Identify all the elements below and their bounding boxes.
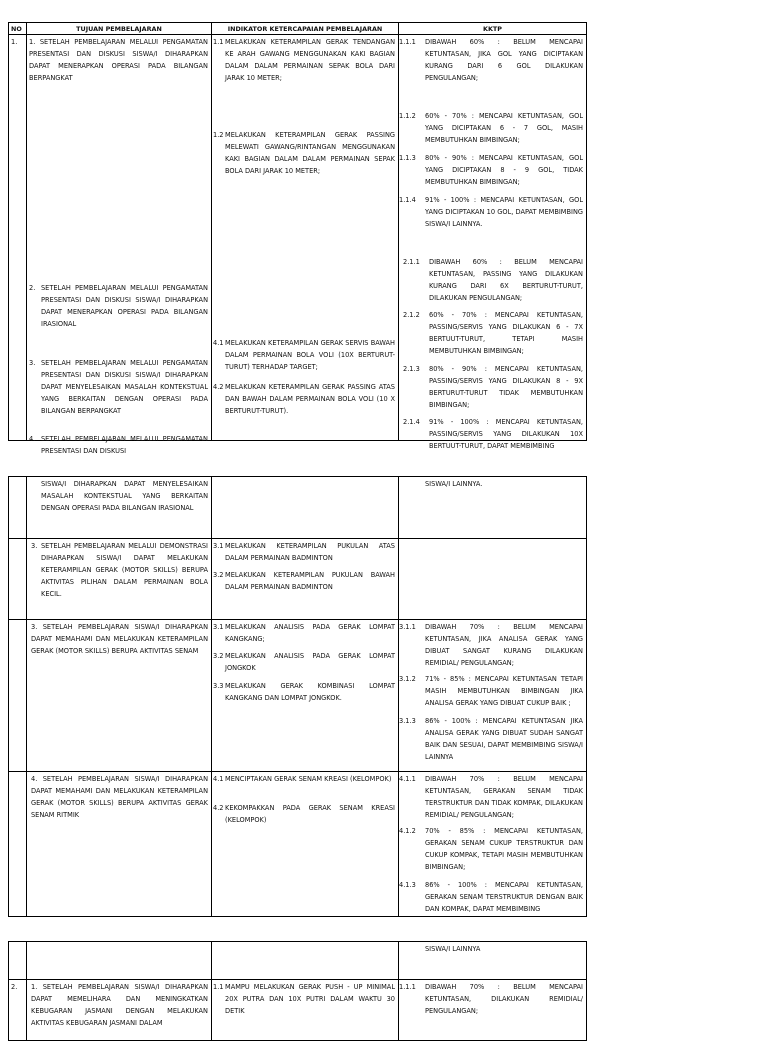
indikator-item: 3.2 MELAKUKAN KETERAMPILAN PUKULAN BAWAH DALAM PERMAINAN BADMINTON	[213, 571, 395, 591]
kktp-item: 1.1.1 DIBAWAH 70% : BELUM MENCAPAI KETUNTASAN, DILAKUKAN REMIDIAL/ PENGULANGAN;	[399, 983, 583, 1015]
kktp-item: 1.1.1 DIBAWAH 60% : BELUM MENCAPAI KETUNTASAN, JIKA GOL YANG DICIPTAKAN KURANG DARI 6 GOL DILAKUKAN PENGULANGAN;	[399, 38, 583, 82]
table-row	[9, 942, 587, 980]
tujuan-item: 3. SETELAH PEMBELAJARAN MELALUI DEMONSTRASI DIHARAPKAN SISWA/I DAPAT MELAKUKAN KETERAMPILAN GERAK (MOTOR SKILLS) BERUPA AKTIVITAS PILIHAN DALAM PERMAINAN BOLA KECIL.	[31, 542, 208, 598]
indikator-item: 4.1 MELAKUKAN KETERAMPILAN GERAK SERVIS BAWAH DALAM PERMAINAN BOLA VOLI (10X BERTURUT-TURUT) TERHADAP TARGET;	[213, 339, 395, 371]
header-kktp: KKTP	[399, 23, 587, 35]
tujuan-item: 2. SETELAH PEMBELAJARAN MELALUI PENGAMATAN PRESENTASI DAN DISKUSI SISWA/I DIHARAPKAN DAPAT MENERAPKAN OPERASI PADA BILANGAN IRASIONAL	[29, 284, 208, 328]
table-header-row	[9, 23, 587, 35]
table-row	[9, 539, 587, 620]
header-no: NO	[9, 23, 27, 35]
table-row	[9, 980, 587, 1041]
kktp-item: 2.1.1 DIBAWAH 60% : BELUM MENCAPAI KETUNTASAN, PASSING YANG DILAKUKAN KURANG DARI 6X BERTURUT-TURUT, DILAKUKAN PENGULANGAN;	[403, 258, 583, 302]
kktp-item: 4.1.2 70% - 85% : MENCAPAI KETUNTASAN, GERAKAN SENAM CUKUP TERSTRUKTUR DAN CUKUP KOMPAK, TETAPI MASIH MEMBUTUHKAN BIMBINGAN;	[399, 827, 583, 871]
page-2-table	[8, 476, 586, 917]
indikator-item: 4.2 MELAKUKAN KETERAMPILAN GERAK PASSING ATAS DAN BAWAH DALAM PERMAINAN BOLA VOLI (10 X BERTURUT-TURUT).	[213, 383, 395, 415]
tujuan-item: 3. SETELAH PEMBELAJARAN SISWA/I DIHARAPKAN DAPAT MEMAHAMI DAN MELAKUKAN KETERAMPILAN GERAK (MOTOR SKILLS) BERUPA AKTIVITAS SENAM	[31, 623, 208, 655]
indikator-item: 1.1 MAMPU MELAKUKAN GERAK PUSH - UP MINIMAL 20X PUTRA DAN 10X PUTRI DALAM WAKTU 30 DETIK	[213, 983, 395, 1015]
kktp-item: SISWA/I LAINNYA.	[425, 480, 483, 488]
header-tujuan: TUJUAN PEMBELAJARAN	[27, 23, 212, 35]
kktp-item: 1.1.2 60% - 70% : MENCAPAI KETUNTASAN, GOL YANG DICIPTAKAN 6 - 7 GOL, MASIH MEMBUTUHKAN BIMBINGAN;	[399, 112, 583, 144]
kktp-item: 3.1.1 DIBAWAH 70% : BELUM MENCAPAI KETUNTASAN, JIKA ANALISA GERAK YANG DIBUAT SANGAT KURANG DILAKUKAN REMIDIAL/ PENGULANGAN;	[399, 623, 583, 667]
row-number: 1.	[11, 38, 18, 46]
indikator-item: 3.2 MELAKUKAN ANALISIS PADA GERAK LOMPAT JONGKOK	[213, 652, 395, 672]
kktp-item: 3.1.2 71% - 85% : MENCAPAI KETUNTASAN TETAPI MASIH MEMBUTUHKAN BIMBINGAN JIKA ANALISA GERAK YANG DIBUAT CUKUP BAIK ;	[399, 675, 583, 707]
table-row	[9, 620, 587, 772]
kktp-item: SISWA/I LAINNYA	[425, 945, 481, 953]
row-number: 2.	[11, 983, 18, 991]
indikator-item: 3.1 MELAKUKAN ANALISIS PADA GERAK LOMPAT KANGKANG;	[213, 623, 395, 643]
kktp-item: 4.1.3 86% - 100% : MENCAPAI KETUNTASAN, GERAKAN SENAM TERSTRUKTUR DENGAN BAIK DAN KOMPAK, DAPAT MEMBIMBING	[399, 881, 583, 913]
page-1-table	[8, 22, 586, 455]
table-row	[9, 772, 587, 917]
indikator-item: 4.1 MENCIPTAKAN GERAK SENAM KREASI (KELOMPOK)	[213, 775, 392, 783]
kktp-item: 3.1.3 86% - 100% : MENCAPAI KETUNTASAN JIKA ANALISA GERAK YANG DIBUAT SUDAH SANGAT BAIK DAN SESUAI, DAPAT MEMBIMBING SISWA/I LAINNYA	[399, 717, 583, 761]
kktp-item: 2.1.3 80% - 90% : MENCAPAI KETUNTASAN, PASSING/SERVIS YANG DILAKUKAN 8 - 9X BERTURUT-TURUT TIDAK MEMBUTUHKAN BIMBINGAN;	[403, 365, 583, 409]
tujuan-item: 4. SETELAH PEMBELAJARAN SISWA/I DIHARAPKAN DAPAT MEMAHAMI DAN MELAKUKAN KETERAMPILAN GERAK (MOTOR SKILLS) BERUPA AKTIVITAS GERAK SENAM RITMIK	[31, 775, 208, 819]
tujuan-item: SISWA/I DIHARAPKAN DAPAT MENYELESAIKAN MASALAH KONTEKSTUAL YANG BERKAITAN DENGAN OPERASI PADA BILANGAN IRASIONAL	[41, 480, 208, 512]
kktp-item: 4.1.1 DIBAWAH 70% : BELUM MENCAPAI KETUNTASAN, GERAKAN SENAM TIDAK TERSTRUKTUR DAN TIDAK KOMPAK, DILAKUKAN REMIDIAL/ PENGULANGAN;	[399, 775, 583, 819]
table-row	[9, 35, 587, 441]
kktp-item: 1.1.4 91% - 100% : MENCAPAI KETUNTASAN, GOL YANG DICIPTAKAN 10 GOL, DAPAT MEMBIMBING SISWA/I LAINNYA.	[399, 196, 583, 228]
kktp-item: 2.1.2 60% - 70% : MENCAPAI KETUNTASAN, PASSING/SERVIS YANG DILAKUKAN 6 - 7X BERTUUT-TURUT, TETAPI MASIH MEMBUTUHKAN BIMBINGAN;	[403, 311, 583, 355]
table-row	[9, 477, 587, 539]
indikator-item: 1.1 MELAKUKAN KETERAMPILAN GERAK TENDANGAN KE ARAH GAWANG MENGGUNAKAN KAKI BAGIAN DALAM DALAM PERMAINAN SEPAK BOLA DARI JARAK 10 METER;	[213, 38, 395, 82]
indikator-item: 3.3 MELAKUKAN GERAK KOMBINASI LOMPAT KANGKANG DAN LOMPAT JONGKOK.	[213, 682, 395, 702]
tujuan-item: 3. SETELAH PEMBELAJARAN MELALUI PENGAMATAN PRESENTASI DAN DISKUSI SISWA/I DIHARAPKAN DAPAT MENYELESAIKAN MASALAH KONTEKSTUAL YANG BERKAITAN DENGAN OPERASI PADA BILANGAN BERPANGKAT	[29, 359, 208, 415]
indikator-item: 1.2 MELAKUKAN KETERAMPILAN GERAK PASSING MELEWATI GAWANG/RINTANGAN MENGGUNAKAN KAKI BAGIAN DALAM DALAM PERMAINAN SEPAK BOLA DARI JARAK 10 METER;	[213, 131, 395, 175]
tujuan-item: 1. SETELAH PEMBELAJARAN MELALUI PENGAMATAN PRESENTASI DAN DISKUSI SISWA/I DIHARAPKAN DAPAT MENERAPKAN OPERASI PADA BILANGAN BERPANGKAT	[29, 38, 208, 82]
indikator-item: 4.2 KEKOMPAKKAN PADA GERAK SENAM KREASI (KELOMPOK)	[213, 804, 395, 824]
tujuan-item: 4. SETELAH PEMBELAJARAN MELALUI PENGAMATAN PRESENTASI DAN DISKUSI	[29, 435, 208, 455]
page-3-table	[8, 941, 586, 1041]
header-indikator: INDIKATOR KETERCAPAIAN PEMBELAJARAN	[212, 23, 399, 35]
indikator-item: 3.1 MELAKUKAN KETERAMPILAN PUKULAN ATAS DALAM PERMAINAN BADMINTON	[213, 542, 395, 562]
kktp-item: 1.1.3 80% - 90% : MENCAPAI KETUNTASAN, GOL YANG DICIPTAKAN 8 - 9 GOL, TIDAK MEMBUTUHKAN BIMBINGAN;	[399, 154, 583, 186]
tujuan-item: 1. SETELAH PEMBELAJARAN SISWA/I DIHARAPKAN DAPAT MEMELIHARA DAN MENINGKATKAN KEBUGARAN JASMANI DENGAN MELAKUKAN AKTIVITAS KEBUGARAN JASMANI DALAM	[31, 983, 208, 1027]
kktp-item: 2.1.4 91% - 100% : MENCAPAI KETUNTASAN, PASSING/SERVIS YANG DILAKUKAN 10X BERTUUT-TURUT, DAPAT MEMBIMBING	[403, 418, 583, 450]
